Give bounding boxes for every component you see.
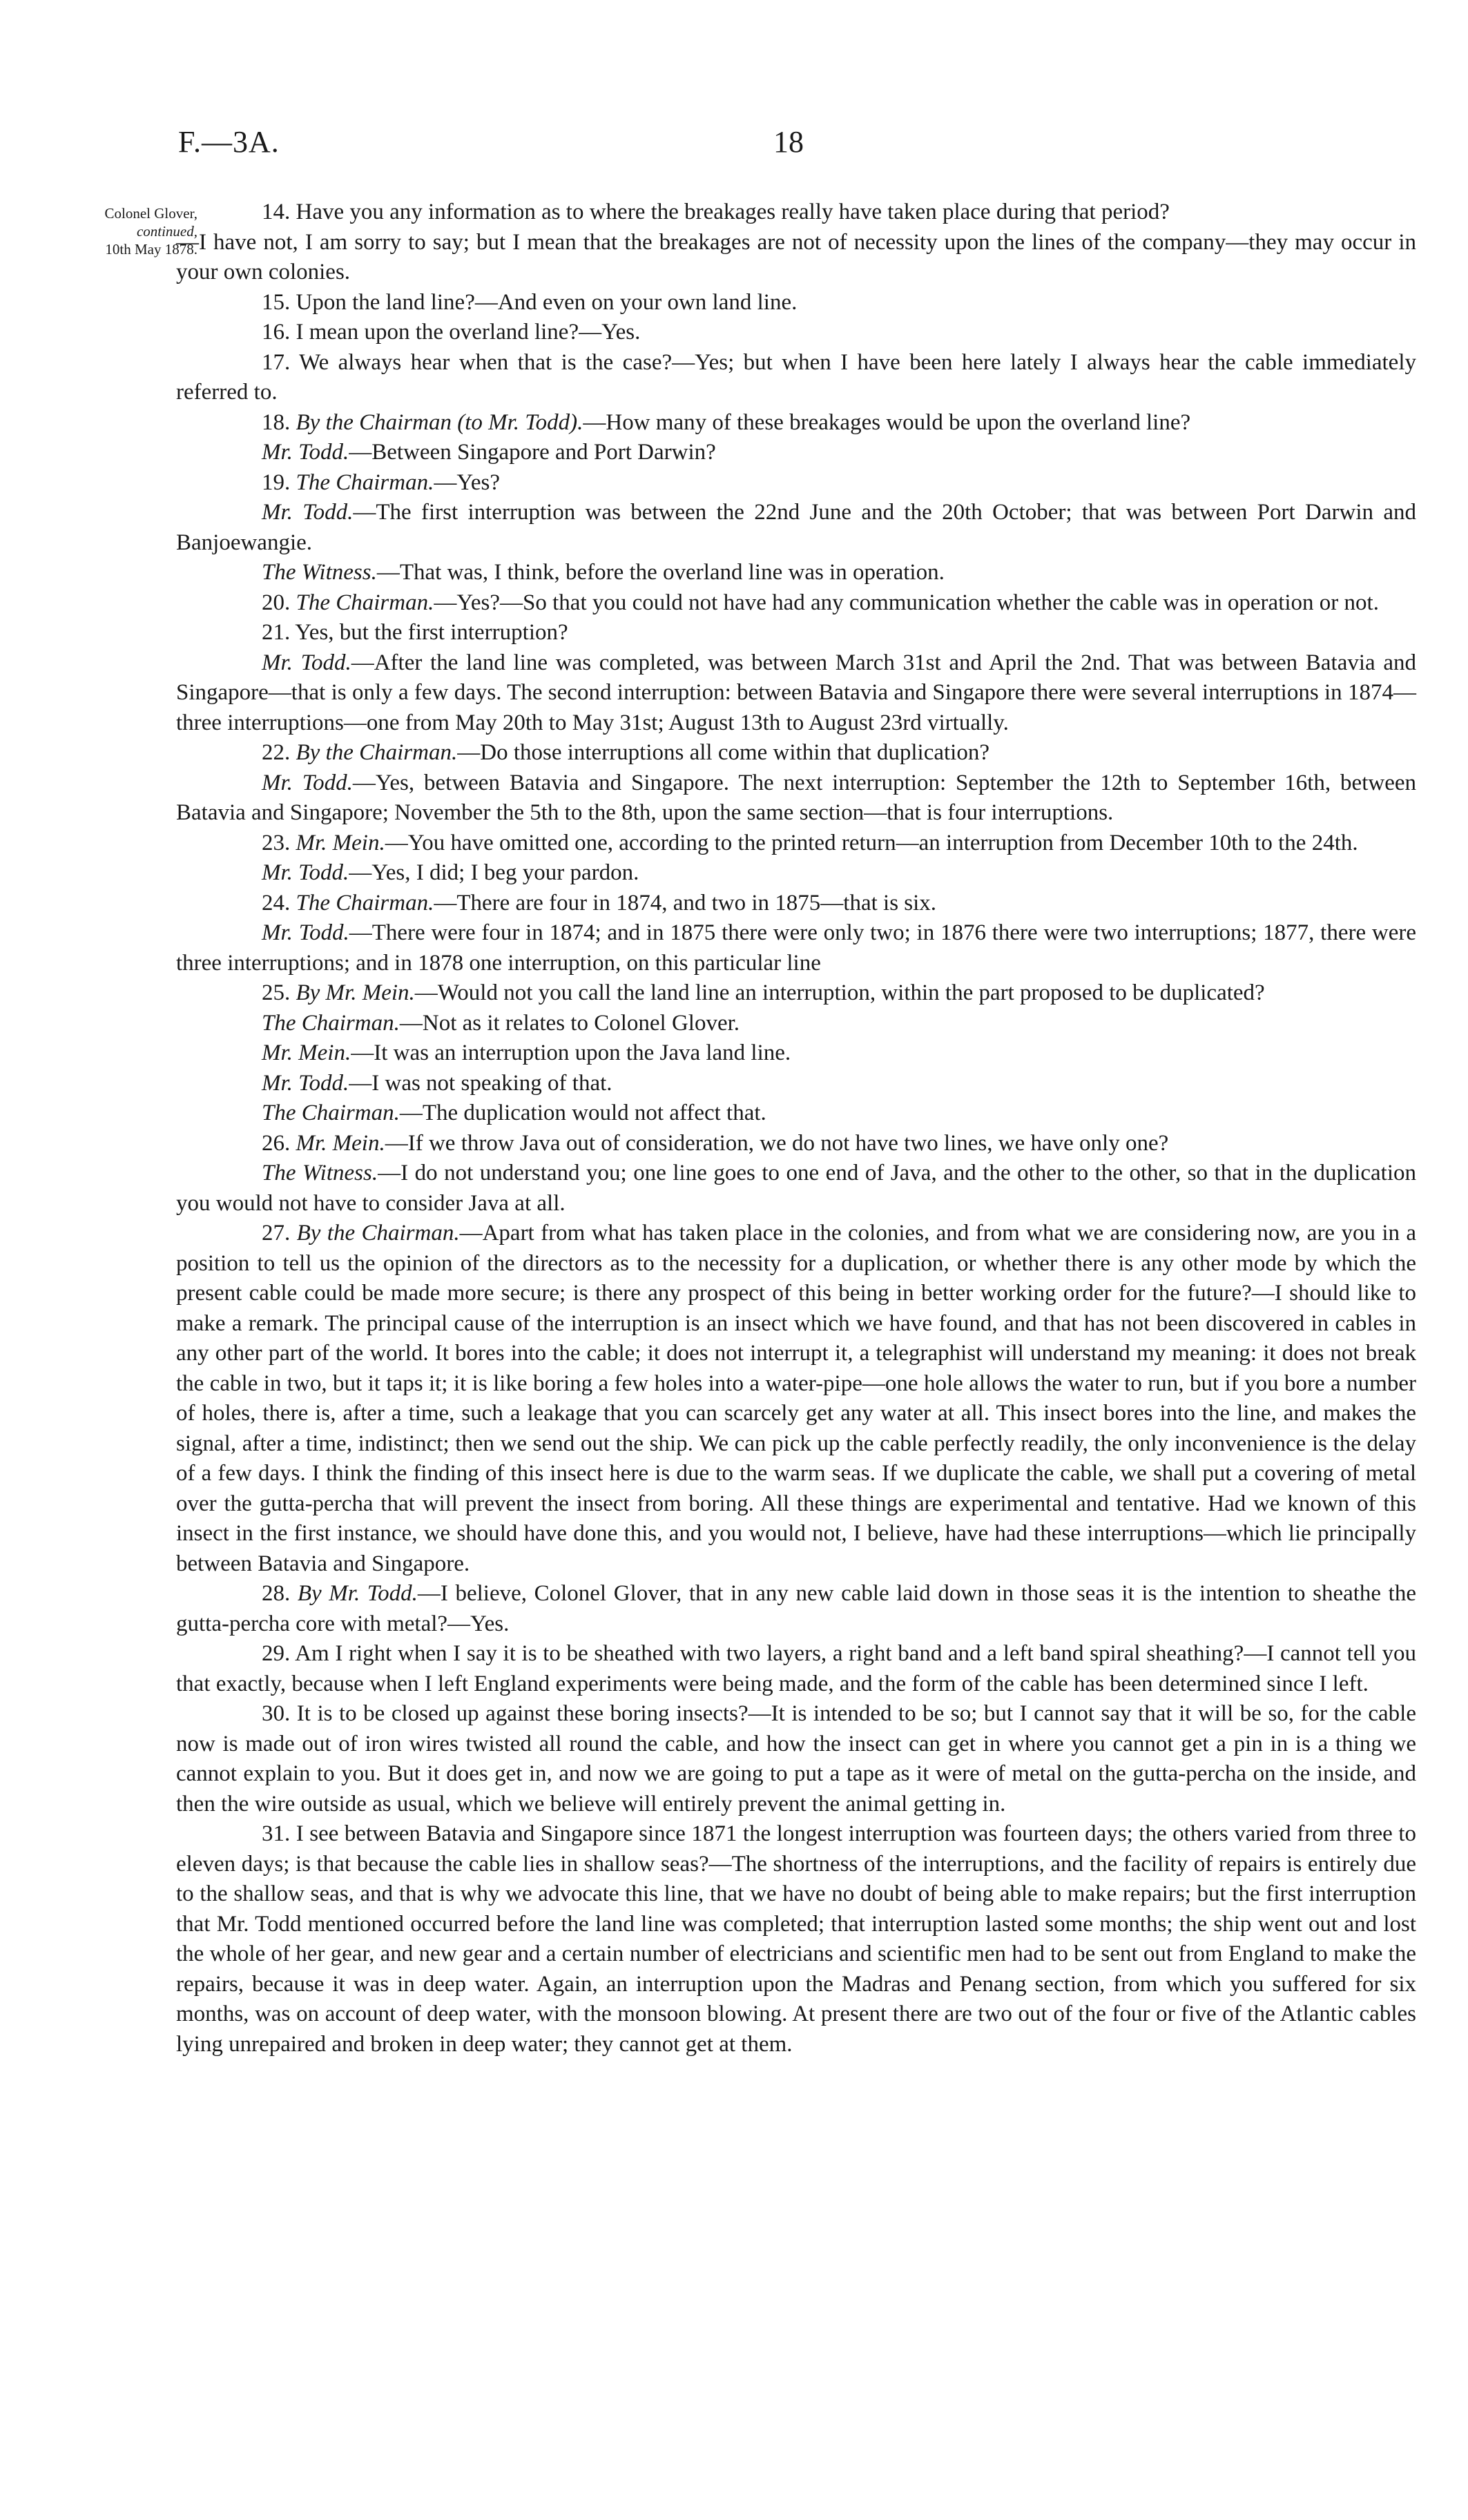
paragraph-29	[176, 1639, 1416, 1699]
paragraph-number: 19.	[262, 469, 291, 495]
paragraph-number: 18.	[262, 409, 291, 435]
paragraph-text: I mean upon the overland line?—Yes.	[296, 320, 641, 345]
paragraph-text: We always hear when that is the case?—Yes; but when I have been here lately I always hear the cable immediately referred to.	[176, 349, 1417, 405]
paragraph-text: —Not as it relates to Colonel Glover.	[399, 1010, 740, 1036]
testimony-body	[176, 197, 1416, 2059]
paragraph-21	[176, 618, 1416, 648]
paragraph-text: —How many of these breakages would be upon the overland line?	[583, 409, 1191, 435]
margin-note	[41, 204, 197, 258]
paragraph-text: —There were four in 1874; and in 1875 there were only two; in 1876 there were two interruptions; 1877, there were three interruptions; and in 1878 one interruption, on this particular line	[176, 920, 1416, 976]
paragraph-19	[176, 468, 1416, 498]
paragraph-text: —Between Singapore and Port Darwin?	[349, 440, 716, 465]
paragraph-chairman-1	[176, 1009, 1416, 1039]
paragraph-text: —I believe, Colonel Glover, that in any new cable laid down in those seas it is the intention to sheathe the gutta-percha core with metal?—Yes.	[176, 1581, 1416, 1636]
paragraph-text: —If we throw Java out of consideration, we do not have two lines, we have only one?	[385, 1130, 1169, 1156]
paragraph-text: —Yes?	[434, 469, 501, 495]
paragraph-14	[176, 197, 1416, 228]
paragraph-witness-1	[176, 558, 1416, 588]
paragraph-number: 22.	[262, 740, 291, 765]
paragraph-number: 21.	[262, 620, 291, 645]
speaker: The Chairman.	[262, 1010, 400, 1036]
speaker: By the Chairman.	[296, 740, 458, 765]
speaker: Mr. Todd.	[262, 770, 353, 795]
paragraph-number: 15.	[262, 289, 291, 315]
answer-text: —I have not, I am sorry to say; but I mean that the breakages are not of necessity upon the lines of the company—they may occur in your own colonies.	[176, 229, 1416, 284]
margin-continued: continued,	[136, 223, 197, 240]
paragraph-16	[176, 318, 1416, 348]
paragraph-text: —Would not you call the land line an interruption, within the part proposed to be duplicated?	[414, 980, 1265, 1005]
paragraph-todd-5	[176, 858, 1416, 889]
speaker: By Mr. Todd.	[297, 1581, 418, 1606]
margin-witness-name: Colonel Glover,	[104, 205, 197, 222]
paragraph-14-continued	[176, 228, 1416, 288]
paragraph-text: —Yes, I did; I beg your pardon.	[349, 860, 639, 885]
paragraph-todd-3	[176, 648, 1416, 739]
speaker: Mr. Mein.	[296, 830, 385, 855]
paragraph-number: 20.	[262, 590, 291, 615]
paragraph-todd-7	[176, 1069, 1416, 1099]
paragraph-text: —After the land line was completed, was between March 31st and April the 2nd. That was between Batavia and Singapore—that is only a few days. The second interruption: between Batavia and Singapore there were several interruptions in 1874—three interruptions—one from May 20th to May 31st; August 13th to August 23rd virtually.	[176, 650, 1417, 735]
paragraph-number: 25.	[262, 980, 291, 1005]
speaker: The Chairman.	[296, 469, 434, 495]
paragraph-number: 28.	[262, 1581, 291, 1606]
paragraph-25	[176, 978, 1416, 1009]
speaker: Mr. Todd.	[262, 920, 349, 945]
document-reference: F.—3A.	[178, 125, 280, 159]
speaker: Mr. Mein.	[262, 1040, 351, 1065]
paragraph-30	[176, 1699, 1416, 1819]
speaker: Mr. Todd.	[262, 500, 354, 525]
paragraph-24	[176, 889, 1416, 919]
paragraph-number: 30.	[262, 1701, 291, 1726]
paragraph-number: 16.	[262, 320, 291, 345]
paragraph-mein-1	[176, 1038, 1416, 1069]
paragraph-text: —There are four in 1874, and two in 1875—that is six.	[434, 890, 937, 915]
paragraph-number: 29.	[262, 1641, 291, 1666]
paragraph-text: —Yes?—So that you could not have had any communication whether the cable was in operation or not.	[434, 590, 1379, 615]
paragraph-todd-2	[176, 498, 1416, 558]
speaker: Mr. Mein.	[296, 1130, 385, 1156]
speaker: By the Chairman.	[296, 1221, 460, 1246]
paragraph-todd-1	[176, 438, 1416, 468]
paragraph-28	[176, 1579, 1416, 1639]
paragraph-number: 24.	[262, 890, 291, 915]
speaker: By Mr. Mein.	[296, 980, 415, 1005]
paragraph-text: —Apart from what has taken place in the colonies, and from what we are considering now, are you in a position to tell us the opinion of the directors as to the necessity for a duplication, or whether there is any other mode by which the present cable could be made more secure; is there any prospect of this being in better working order for the future?—I should like to make a remark. The principal cause of the interruption is an insect which we have found, and that has not been discovered in cables in any other part of the world. It bores into the cable; it does not interrupt it, a telegraphist will understand my meaning: it does not break the cable in two, but it taps it; it is like boring a few holes into a water-pipe—one hole allows the water to run, but if you bore a number of holes, there is, after a time, such a leakage that you can scarcely get any water at all. This insect bores into the line, and makes the signal, after a time, indistinct; then we send out the ship. We can pick up the cable perfectly readily, the only inconvenience is the delay of a few days. I think the finding of this insect here is due to the warm seas. If we duplicate the cable, we shall put a covering of metal over the gutta-percha that will prevent the insect from boring. All these things are experimental and tentative. Had we known of this insect in the first instance, we should have done this, and you would not, I believe, have had these interruptions—which lie principally between Batavia and Singapore.	[176, 1221, 1416, 1576]
paragraph-17	[176, 348, 1416, 408]
paragraph-text: —I do not understand you; one line goes to one end of Java, and the other to the other, so that in the duplication you would not have to consider Java at all.	[176, 1161, 1416, 1216]
paragraph-15	[176, 288, 1416, 318]
paragraph-text: —The first interruption was between the 22nd June and the 20th October; that was between Port Darwin and Banjoewangie.	[176, 500, 1416, 555]
paragraph-todd-6	[176, 918, 1416, 978]
paragraph-text: —Do those interruptions all come within that duplication?	[457, 740, 989, 765]
margin-date: 10th May 1878.	[105, 241, 197, 258]
paragraph-text: It is to be closed up against these boring insects?—It is intended to be so; but I cannot say that it will be so, for the cable now is made out of iron wires twisted all round the cable, and how the insect can get in where you cannot get a pin in is a thing we cannot explain to you. But it does get in, and now we are going to put a tape as it were of metal on the gutta-percha on the inside, and then the wire outside as usual, which we believe will entirely prevent the animal getting in.	[176, 1701, 1416, 1816]
speaker: Mr. Todd.	[262, 440, 349, 465]
paragraph-23	[176, 828, 1416, 859]
paragraph-text: —The duplication would not affect that.	[399, 1101, 766, 1125]
question-text: Have you any information as to where the breakages really have taken place during that period?	[296, 200, 1170, 224]
speaker: The Chairman.	[296, 890, 434, 915]
paragraph-number: 17.	[262, 349, 291, 375]
paragraph-todd-4	[176, 768, 1416, 828]
speaker: Mr. Todd.	[262, 650, 351, 675]
paragraph-26	[176, 1129, 1416, 1159]
paragraph-text: Am I right when I say it is to be sheathed with two layers, a right band and a left band spiral sheathing?—I cannot tell you that exactly, because when I left England experiments were being made, and the form of the cable has been determined since I left.	[176, 1641, 1416, 1696]
paragraph-text: —You have omitted one, according to the printed return—an interruption from December 10th to the 24th.	[385, 830, 1358, 855]
paragraph-number: 27.	[262, 1221, 291, 1246]
speaker: The Witness.	[262, 560, 377, 585]
paragraph-text: —That was, I think, before the overland line was in operation.	[376, 560, 945, 585]
speaker: The Chairman.	[296, 590, 434, 615]
paragraph-witness-2	[176, 1159, 1416, 1219]
speaker: The Chairman.	[262, 1101, 400, 1125]
speaker: The Witness.	[262, 1161, 378, 1185]
speaker: By the Chairman (to Mr. Todd).	[296, 409, 583, 435]
paragraph-text: I see between Batavia and Singapore since 1871 the longest interruption was fourteen days; the others varied from three to eleven days; is that because the cable lies in shallow seas?—The shortness of the interruptions, and the facility of repairs is entirely due to the shallow seas, and that is why we advocate this line, that we have no doubt of being able to make repairs; but the first interruption that Mr. Todd mentioned occurred before the land line was completed; that interruption lasted some months; the ship went out and lost the whole of her gear, and new gear and a certain number of electricians and scientific men had to be sent out from England to make the repairs, because it was in deep water. Again, an interruption upon the Madras and Penang section, from which you suffered for six months, was on account of deep water, with the monsoon blowing. At present there are two out of the four or five of the Atlantic cables lying unrepaired and broken in deep water; they cannot get at them.	[176, 1821, 1417, 2057]
paragraph-number: 31.	[262, 1821, 291, 1846]
paragraph-text: —Yes, between Batavia and Singapore. The next interruption: September the 12th to September 16th, between Batavia and Singapore; November the 5th to the 8th, upon the same section—that is four interruptions.	[176, 770, 1416, 825]
speaker: Mr. Todd.	[262, 1070, 349, 1096]
paragraph-chairman-2	[176, 1098, 1416, 1129]
paragraph-text: Yes, but the first interruption?	[295, 620, 568, 645]
paragraph-27	[176, 1219, 1416, 1579]
paragraph-number: 26.	[262, 1130, 291, 1156]
speaker: Mr. Todd.	[262, 860, 349, 885]
paragraph-20	[176, 588, 1416, 619]
paragraph-text: —It was an interruption upon the Java land line.	[351, 1040, 791, 1065]
page-number: 18	[773, 125, 804, 159]
paragraph-number: 23.	[262, 830, 291, 855]
paragraph-text: Upon the land line?—And even on your own land line.	[296, 289, 798, 315]
paragraph-22	[176, 738, 1416, 768]
paragraph-number: 14.	[262, 200, 291, 224]
paragraph-18	[176, 408, 1416, 438]
paragraph-31	[176, 1819, 1416, 2059]
paragraph-text: —I was not speaking of that.	[349, 1070, 612, 1096]
